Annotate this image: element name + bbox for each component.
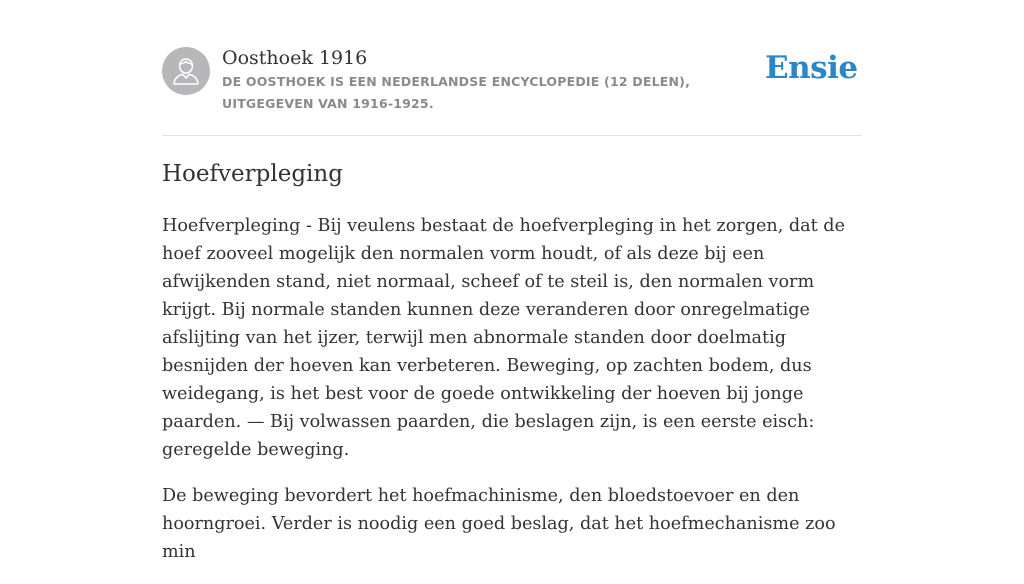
article-paragraph: Hoefverpleging - Bij veulens bestaat de hoefverpleging in het zorgen, dat de hoef zooveel mogelijk den normalen vorm houdt, of als deze bij een afwijkenden stand, niet normaal, scheef of te steil is, den normalen vorm krijgt. Bij normale standen kunnen deze veranderen door onregelmatige afslijting van het ijzer, terwijl men abnormale standen door doelmatig besnijden der hoeven kan verbeteren. Beweging, op zachten bodem, dus weidegang, is het best voor de goede ontwikkeling der hoeven bij jonge paarden. — Bij volwassen paarden, die beslagen zijn, is een eerste eisch: geregelde beweging. [162, 216, 845, 460]
source-header [162, 46, 862, 116]
article-paragraph: De beweging bevordert het hoefmachinisme, den bloedstoevoer en den hoorngroei. Verder is noodig een goed beslag, dat het hoefmechanisme zoo min [162, 486, 836, 562]
user-icon [172, 56, 200, 86]
brand-logo[interactable]: Ensie [765, 50, 858, 86]
header-divider [162, 135, 862, 136]
avatar[interactable] [162, 47, 210, 95]
article-title: Hoefverpleging [162, 161, 343, 187]
source-info [222, 46, 762, 115]
source-title[interactable]: Oosthoek 1916 [222, 47, 368, 69]
article-body [162, 212, 866, 584]
source-description: DE OOSTHOEK IS EEN NEDERLANDSE ENCYCLOPEDIE (12 DELEN), UITGEGEVEN VAN 1916-1925. [222, 74, 691, 111]
